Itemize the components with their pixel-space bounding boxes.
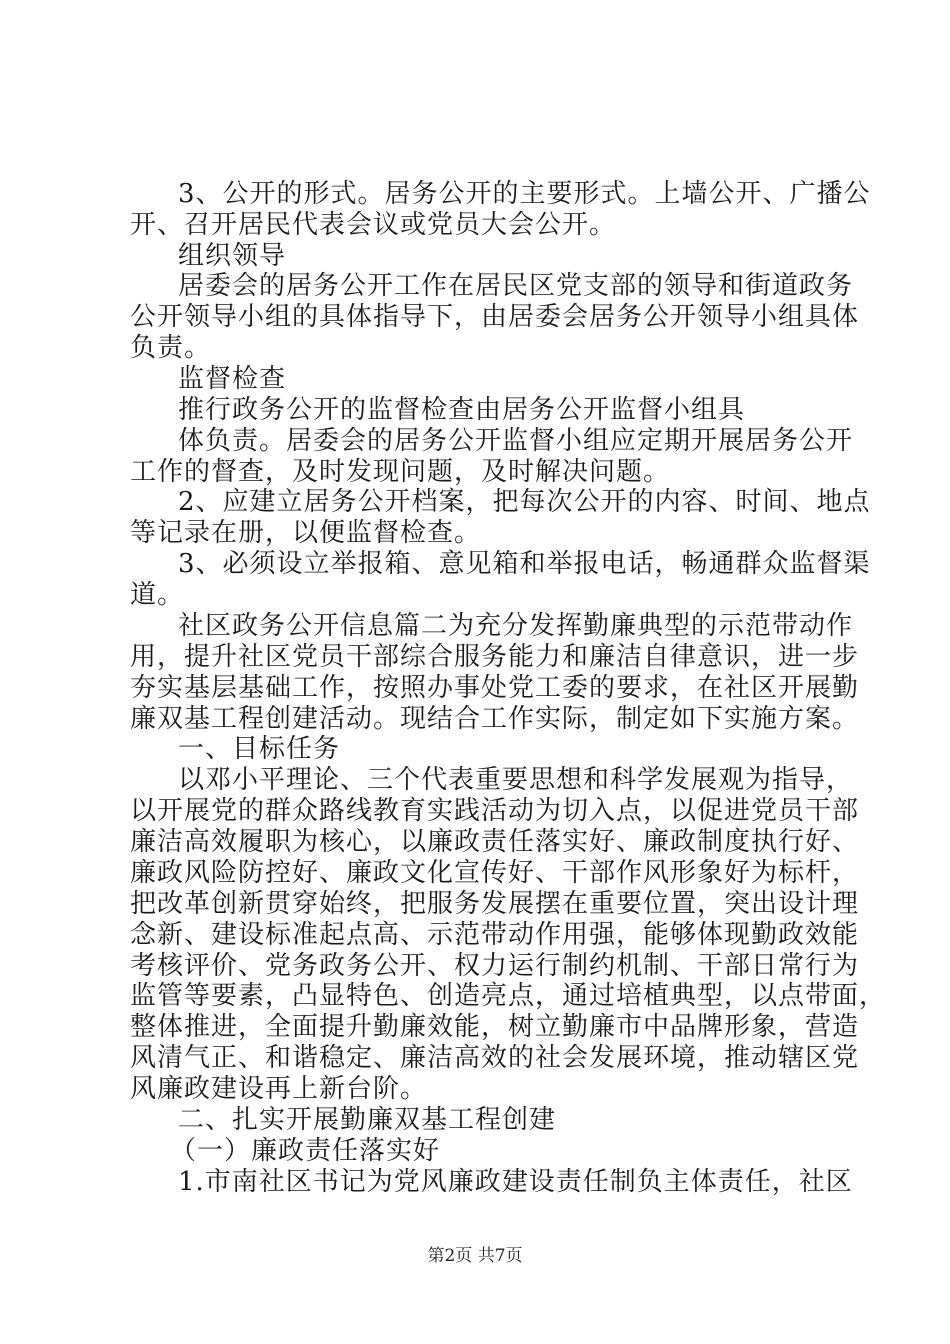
- page-footer: [0, 1245, 950, 1267]
- paragraph-line: 把改革创新贯穿始终，把服务发展摆在重要位置，突出设计理: [130, 889, 860, 919]
- paragraph-line: 道。: [130, 580, 185, 610]
- paragraph-line: 以开展党的群众路线教育实践活动为切入点，以促进党员干部: [130, 796, 860, 826]
- paragraph-line: 2、应建立居务公开档案，把每次公开的内容、时间、地点: [178, 487, 871, 517]
- paragraph-line: 3、公开的形式。居务公开的主要形式。上墙公开、广播公: [178, 179, 871, 209]
- paragraph-line: 工作的督查，及时发现问题，及时解决问题。: [130, 457, 671, 487]
- paragraph-line: 负责。: [130, 333, 212, 363]
- paragraph-line: 推行政务公开的监督检查由居务公开监督小组具: [178, 395, 746, 425]
- paragraph-line: 用，提升社区党员干部综合服务能力和廉洁自律意识，进一步: [130, 642, 860, 672]
- paragraph-line: 1.市南社区书记为党风廉政建设责任制负主体责任，社区: [178, 1167, 853, 1197]
- paragraph-line: 公开领导小组的具体指导下，由居委会居务公开领导小组具体: [130, 302, 860, 332]
- page-number-label: 第2页 共7页: [427, 1246, 523, 1266]
- section-heading: 二、扎实开展勤廉双基工程创建: [178, 1105, 557, 1135]
- paragraph-line: 考核评价、党务政务公开、权力运行制约机制、干部日常行为: [130, 951, 860, 981]
- paragraph-line: 体负责。居委会的居务公开监督小组应定期开展居务公开: [178, 426, 854, 456]
- paragraph-line: 廉洁高效履职为核心，以廉政责任落实好、廉政制度执行好、: [130, 827, 860, 857]
- section-heading: 一、目标任务: [178, 734, 341, 764]
- paragraph-line: 廉双基工程创建活动。现结合工作实际，制定如下实施方案。: [130, 704, 860, 734]
- paragraph-line: 等记录在册，以便监督检查。: [130, 518, 482, 548]
- paragraph-line: 开、召开居民代表会议或党员大会公开。: [130, 210, 617, 240]
- paragraph-line: 居委会的居务公开工作在居民区党支部的领导和街道政务: [178, 271, 854, 301]
- paragraph-line: 风廉政建设再上新台阶。: [130, 1074, 428, 1104]
- section-heading: 监督检查: [178, 364, 287, 394]
- paragraph-line: 风清气正、和谐稳定、廉洁高效的社会发展环境，推动辖区党: [130, 1043, 860, 1073]
- paragraph-line: 3、必须设立举报箱、意见箱和举报电话，畅通群众监督渠: [178, 549, 871, 579]
- paragraph-line: 夯实基层基础工作，按照办事处党工委的要求，在社区开展勤: [130, 673, 860, 703]
- paragraph-line: 社区政务公开信息篇二为充分发挥勤廉典型的示范带动作: [178, 611, 854, 641]
- paragraph-line: 念新、建设标准起点高、示范带动作用强，能够体现勤政效能: [130, 920, 860, 950]
- paragraph-line: 廉政风险防控好、廉政文化宣传好、干部作风形象好为标杆，: [130, 858, 860, 888]
- section-heading: 组织领导: [178, 241, 287, 271]
- subsection-heading: （一）廉政责任落实好: [170, 1136, 441, 1166]
- paragraph-line: 监管等要素，凸显特色、创造亮点，通过培植典型，以点带面，: [130, 981, 887, 1011]
- paragraph-line: 整体推进，全面提升勤廉效能，树立勤廉市中品牌形象，营造: [130, 1012, 860, 1042]
- paragraph-line: 以邓小平理论、三个代表重要思想和科学发展观为指导，: [178, 765, 854, 795]
